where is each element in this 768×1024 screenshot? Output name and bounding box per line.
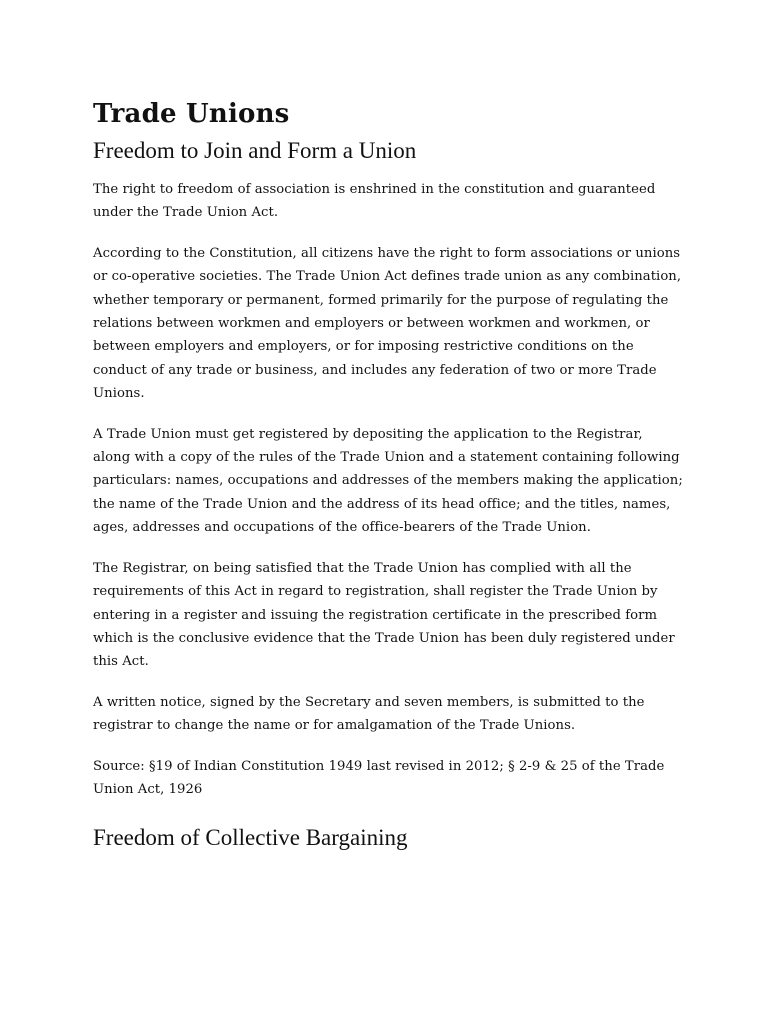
paragraph-source: Source: §19 of Indian Constitution 1949 last revised in 2012; § 2-9 & 25 of the Trade Union Act, 1926	[93, 758, 665, 797]
section-heading-freedom-to-join: Freedom to Join and Form a Union	[93, 138, 417, 163]
document-title: Trade Unions	[93, 99, 290, 129]
paragraph-registrar-certificate: The Registrar, on being satisfied that the Trade Union has complied with all the requirements of this Act in regard to registration, shall register the Trade Union by entering in a register and issuing the registration certificate in the prescribed form which is the conclusive evidence that the Trade Union has been duly registered under this Act.	[93, 560, 675, 670]
paragraph-written-notice: A written notice, signed by the Secretary and seven members, is submitted to the registrar to change the name or for amalgamation of the Trade Unions.	[93, 694, 645, 734]
paragraph-constitution-definition: According to the Constitution, all citizens have the right to form associations or unions or co-operative societies. The Trade Union Act defines trade union as any combination, whether temporary or permanent, formed primarily for the purpose of regulating the relations between workmen and employers or between workmen and workmen, or between employers and employers, or for imposing restrictive conditions on the conduct of any trade or business, and includes any federation of two or more Trade Unions.	[93, 245, 682, 402]
document-page	[93, 96, 683, 865]
section-heading-collective-bargaining: Freedom of Collective Bargaining	[93, 825, 408, 851]
paragraph-registration-application: A Trade Union must get registered by depositing the application to the Registrar, along with a copy of the rules of the Trade Union and a statement containing following particulars: names, occupations and addresses of the members making the application; the name of the Trade Union and the address of its head office; and the titles, names, ages, addresses and occupations of the office-bearers of the Trade Union.	[93, 426, 683, 536]
paragraph-freedom-of-association: The right to freedom of association is enshrined in the constitution and guaranteed under the Trade Union Act.	[93, 182, 656, 221]
